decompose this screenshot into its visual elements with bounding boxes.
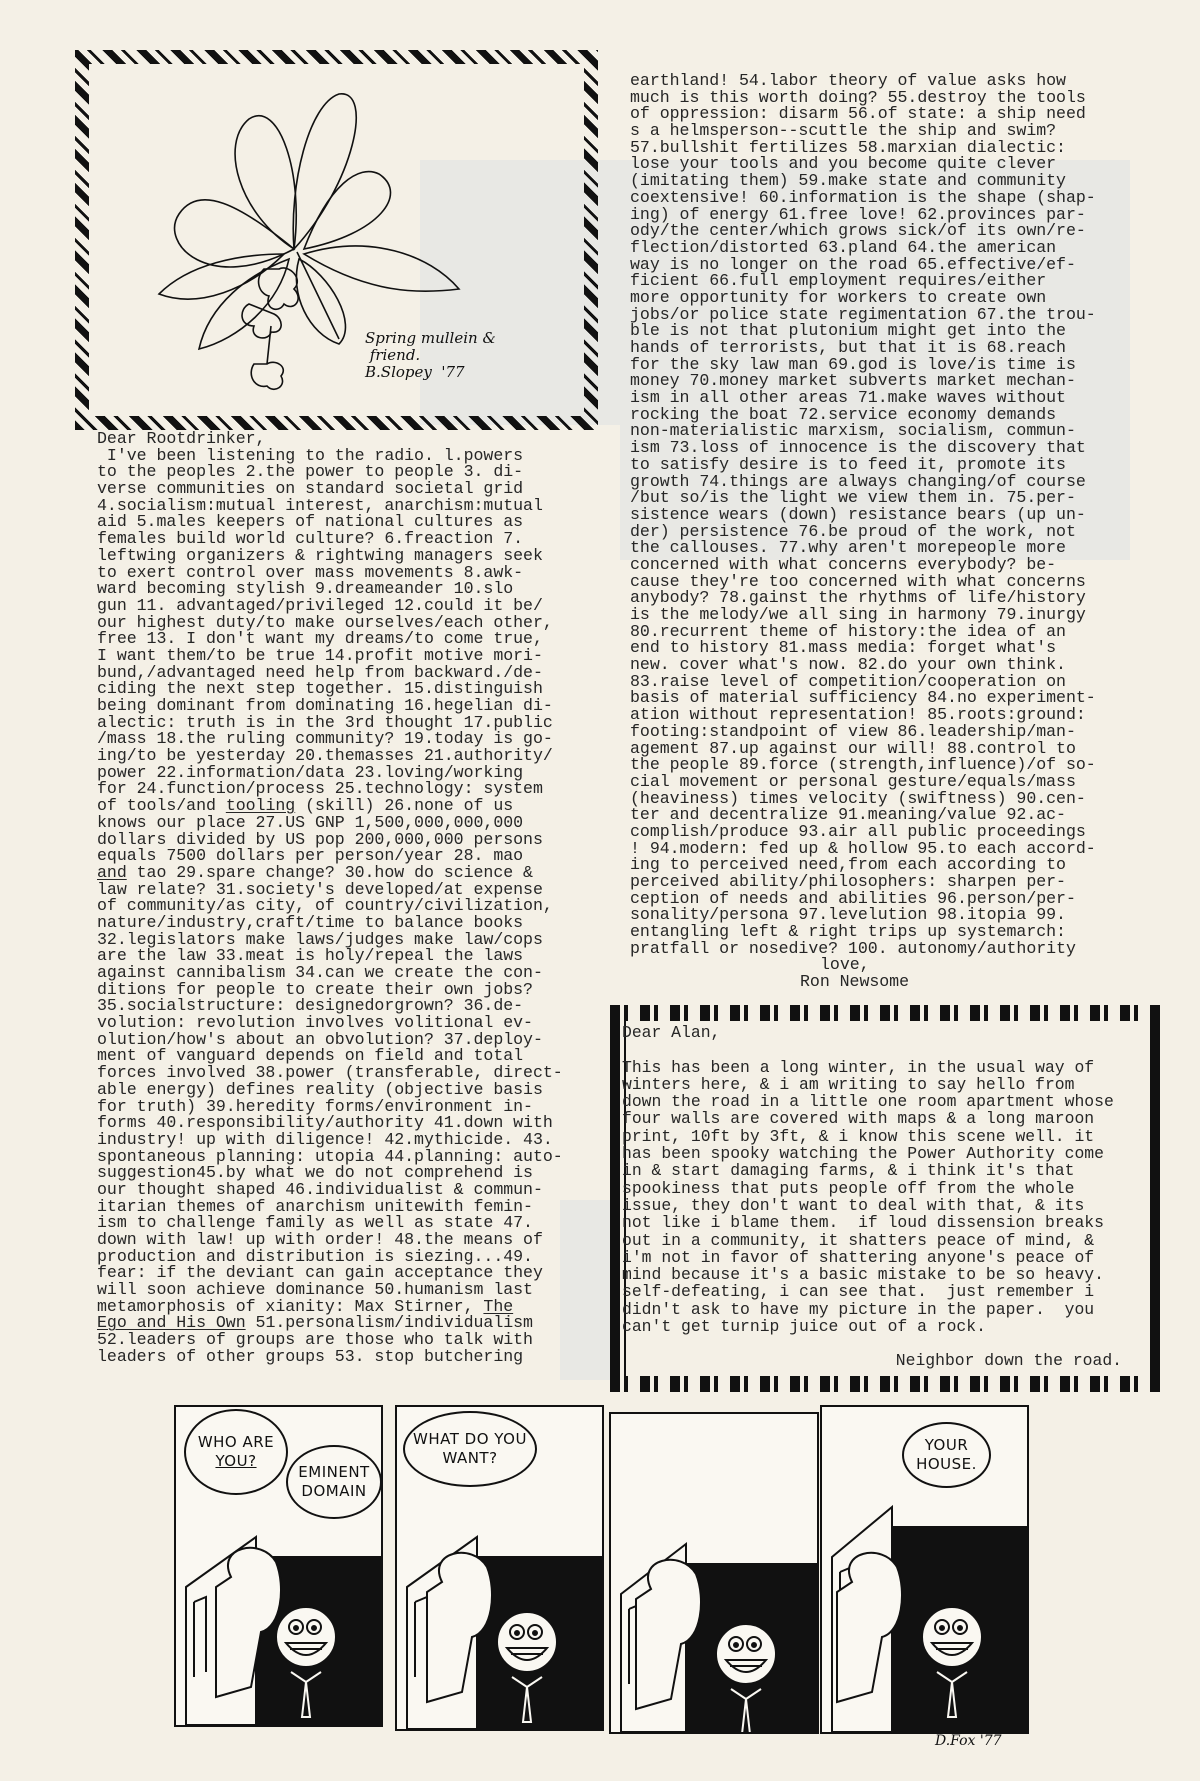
pupil — [752, 1643, 756, 1647]
text-line: ter and decentralize 91.meaning/value 92.ac- — [630, 805, 1066, 825]
text-line: didn't ask to have my picture in the paper. you — [622, 1299, 1095, 1319]
text-line: has been spooky watching the Power Authority come — [622, 1144, 1104, 1164]
speech-text: WHO ARE — [197, 1433, 275, 1451]
text-line: 32.legislators make laws/judges make law/cops — [97, 929, 543, 949]
text-line: spookiness that puts people off from the whole — [622, 1178, 1075, 1198]
text-line: gun 11. advantaged/privileged 12.could it be/ — [97, 595, 543, 615]
text-line: pratfall or nosedive? 100. autonomy/authority — [630, 938, 1076, 958]
text-line: free 13. I don't want my dreams/to come true, — [97, 629, 543, 649]
text-line: ing to perceived need,from each according to — [630, 855, 1066, 875]
text-line: verse communities on standard societal grid — [97, 479, 524, 499]
text-line: of tools/and tooling (skill) 26.none of us — [97, 796, 514, 816]
text-line: metamorphosis of xianity: Max Stirner, The — [97, 1296, 514, 1316]
text-line: ism in all other areas 71.make waves without — [630, 388, 1066, 408]
text-line: ! 94.modern: fed up & hollow 95.to each accord- — [630, 838, 1096, 858]
speech-text: HOUSE. — [916, 1455, 977, 1473]
salutation: Dear Alan, — [622, 1023, 721, 1042]
man-head — [716, 1624, 776, 1684]
speech-text: EMINENT — [298, 1463, 370, 1481]
text-line: leftwing organizers & rightwing managers seek — [97, 545, 543, 565]
text-line: agement 87.up against our will! 88.control to — [630, 738, 1076, 758]
text-line: of community/as city, of country/civilization, — [97, 896, 553, 916]
illustration-frame — [75, 50, 598, 430]
text-line: ing) of energy 61.free love! 62.provinces par- — [630, 204, 1086, 224]
text-line: can't get turnip juice out of a rock. — [622, 1317, 986, 1337]
text-line: ciding the next step together. 15.distinguish — [97, 679, 543, 699]
text-line: I want them/to be true 14.profit motive mori- — [97, 645, 543, 665]
text-line: end to history 81.mass media: forget what's — [630, 638, 1057, 658]
comic-signature: D.Fox '77 — [935, 1733, 1002, 1749]
text-line: ing/to be yesterday 20.themasses 21.authority/ — [97, 746, 553, 766]
man-head — [497, 1612, 557, 1672]
text-line: new. cover what's now. 82.do your own think. — [630, 655, 1066, 675]
text-line: ody/the center/which grows sick/of its own/re- — [630, 221, 1086, 241]
text-line: perceived ability/philosophers: sharpen per- — [630, 872, 1066, 891]
comic-art — [611, 1414, 817, 1732]
comic-panel — [609, 1412, 819, 1734]
speech-text: WANT? — [442, 1449, 498, 1467]
text-line: of oppression: disarm 56.of state: a ship need — [630, 104, 1086, 124]
text-line: coextensive! 60.information is the shape (shap- — [630, 187, 1096, 207]
text-line: to the peoples 2.the power to people 3. di- — [97, 462, 524, 482]
text-line: money 70.money market subverts market mechan- — [630, 371, 1076, 391]
text-line: the callouses. 77.why aren't morepeople more — [630, 538, 1066, 558]
text-line: rocking the boat 72.service economy demands — [630, 404, 1057, 424]
pupil — [533, 1631, 537, 1635]
letter-signature: Ron Newsome — [800, 972, 909, 992]
text-line: self-defeating, i can see that. just remember i — [622, 1282, 1095, 1302]
underlined-text: and — [97, 862, 127, 882]
text-line: to exert control over mass movements 8.awk- — [97, 562, 524, 582]
text-line: down with law! up with order! 48.the means of — [97, 1230, 543, 1249]
speech-bubble — [184, 1409, 288, 1495]
text-line: /mass 18.the ruling community? 19.today is go- — [97, 729, 553, 749]
comic-panel — [395, 1405, 604, 1731]
underlined-text: The — [483, 1296, 514, 1316]
text-line: i'm not in favor of shattering anyone's peace of — [622, 1247, 1095, 1267]
pupil — [294, 1626, 298, 1630]
text-line: itarian themes of anarchism unitewith femin- — [97, 1196, 533, 1216]
bleed-through-block — [560, 1200, 610, 1380]
letter-rootdrinker-column-1 — [97, 431, 563, 1366]
text-line: aid 5.males keepers of national cultures as — [97, 512, 524, 532]
text-line: ficient 66.full employment requires/either — [630, 271, 1047, 291]
text-line: more opportunity for workers to create own — [630, 287, 1047, 307]
text-line: (heaviness) times velocity (swiftness) 90.cen- — [630, 788, 1086, 808]
text-line: ception of needs and abilities 96.person/per- — [630, 888, 1076, 908]
letter-alan — [622, 1024, 1122, 1370]
text-line: footing:standpoint of view 86.leadership/man- — [630, 721, 1076, 741]
text-line: sonality/persona 97.levelution 98.itopia 99. — [630, 905, 1066, 925]
text-line: ism to challenge family as well as state 47. — [97, 1213, 533, 1233]
speech-text: WHAT DO YOU — [413, 1430, 527, 1448]
text-line: olution/how's about an obvolution? 37.deploy- — [97, 1029, 543, 1049]
text-line: not like i blame them. if loud dissension breaks — [622, 1213, 1104, 1233]
underlined-text: Ego and His Own — [97, 1313, 246, 1333]
text-line: 4.socialism:mutual interest, anarchism:mutual — [97, 495, 543, 515]
caption-line: B.Slopey '77 — [365, 363, 465, 381]
text-line: being dominant from dominating 16.hegelian di- — [97, 696, 553, 715]
text-line: dollars divided by US pop 200,000,000 persons — [97, 829, 543, 849]
text-line: print, 10ft by 3ft, & i know this scene well. it — [622, 1126, 1095, 1146]
man-head — [276, 1607, 336, 1667]
mullein-flower-drawing — [89, 64, 584, 416]
text-line: /but so/is the light we view them in. 75.per- — [630, 488, 1076, 508]
text-line: flection/distorted 63.pland 64.the american — [630, 237, 1057, 257]
text-line: and tao 29.spare change? 30.how do science & — [97, 862, 533, 882]
text-line: I've been listening to the radio. l.powers — [97, 445, 524, 465]
text-line: cial movement or personal gesture/equals/mass — [630, 771, 1076, 791]
text-line: fear: if the deviant can gain acceptance they — [97, 1263, 543, 1283]
text-line: sistence wears (down) resistance bears (up un- — [630, 504, 1086, 524]
text-line: ment of vanguard depends on field and total — [97, 1046, 524, 1066]
text-line: This has been a long winter, in the usual way of — [622, 1057, 1095, 1077]
text-line: much is this worth doing? 55.destroy the tools — [630, 87, 1086, 107]
text-line: complish/produce 93.air all public proceedings — [630, 821, 1086, 841]
text-line: anybody? 78.gainst the rhythms of life/history — [630, 588, 1086, 608]
text-line: suggestion45.by what we do not comprehend is — [97, 1163, 533, 1183]
caption-line: Spring mullein & — [365, 329, 496, 347]
speech-text: YOUR — [924, 1436, 969, 1454]
text-line: jobs/or police state regimentation 67.the trou- — [630, 304, 1096, 324]
text-line: 80.recurrent theme of history:the idea of an — [630, 621, 1066, 641]
text-line: way is no longer on the road 65.effective/ef- — [630, 254, 1076, 274]
text-line: s a helmsperson--scuttle the ship and swim? — [630, 121, 1057, 141]
text-line: growth 74.things are always changing/of course — [630, 471, 1086, 491]
letter-rootdrinker-column-2 — [630, 73, 1096, 991]
text-line: alectic: truth is in the 3rd thought 17.public — [97, 712, 553, 732]
pupil — [958, 1626, 962, 1630]
text-line: lose your tools and you become quite clever — [630, 154, 1057, 174]
text-line: forms 40.responsibility/authority 41.down with — [97, 1113, 553, 1133]
comic-panel — [820, 1405, 1029, 1734]
text-line: Dear Rootdrinker, — [97, 429, 266, 448]
text-line: leaders of other groups 53. stop butchering — [97, 1346, 524, 1366]
comic-panel — [174, 1405, 383, 1727]
text-line: ble is not that plutonium might get into the — [630, 321, 1066, 341]
text-line: ism 73.loss of innocence is the discovery that — [630, 438, 1086, 458]
text-line: earthland! 54.labor theory of value asks how — [630, 71, 1066, 90]
text-line: bund,/advantaged need help from backward./de- — [97, 662, 543, 682]
text-line: for the sky law man 69.god is love/is time is — [630, 354, 1076, 374]
text-line: against cannibalism 34.can we create the con- — [97, 963, 543, 982]
speech-text: DOMAIN — [301, 1482, 367, 1500]
pupil — [515, 1631, 519, 1635]
text-line: power 22.information/data 23.loving/working — [97, 762, 524, 782]
pupil — [734, 1643, 738, 1647]
blank-line — [622, 1041, 1122, 1058]
speech-bubble — [403, 1411, 537, 1487]
pupil — [940, 1626, 944, 1630]
text-line: nature/industry,craft/time to balance books — [97, 912, 524, 932]
text-line: for 24.function/process 25.technology: system — [97, 779, 543, 799]
text-line: able energy) defines reality (objective basis — [97, 1079, 543, 1099]
text-line: will soon achieve dominance 50.humanism last — [97, 1280, 533, 1300]
text-line: law relate? 31.society's developed/at expense — [97, 879, 543, 899]
man-head — [922, 1607, 982, 1667]
text-line: hands of terrorists, but that it is 68.reach — [630, 338, 1066, 357]
illustration-caption — [365, 330, 496, 381]
text-line: four walls are covered with maps & a long maroon — [622, 1109, 1095, 1129]
text-line: are the law 33.meat is holy/repeal the laws — [97, 946, 524, 966]
text-line: knows our place 27.US GNP 1,500,000,000,000 — [97, 812, 524, 832]
text-line: ation without representation! 85.roots:ground: — [630, 705, 1086, 725]
text-line: ditions for people to create their own jobs? — [97, 979, 533, 999]
text-line: equals 7500 dollars per person/year 28. mao — [97, 846, 524, 866]
text-line: non-materialistic marxism, socialism, commun- — [630, 421, 1076, 441]
speech-bubble — [902, 1422, 991, 1488]
text-line: production and distribution is siezing...49. — [97, 1246, 533, 1266]
text-line: out in a community, it shatters peace of mind, & — [622, 1230, 1095, 1250]
text-line: to satisfy desire is to feed it, promote its — [630, 454, 1066, 474]
text-line: entangling left & right trips up systemarch: — [630, 922, 1066, 942]
text-line: volution: revolution involves volitional ev- — [97, 1013, 533, 1033]
text-line: 83.raise level of competition/cooperation on — [630, 671, 1066, 691]
text-line: issue, they don't want to deal with that, & its — [622, 1195, 1085, 1215]
text-line: 35.socialstructure: designedorgrown? 36.de- — [97, 996, 524, 1016]
text-line: females build world culture? 6.freaction 7. — [97, 529, 524, 549]
text-line: cause they're too concerned with what concerns — [630, 571, 1086, 591]
text-line: forces involved 38.power (transferable, direct- — [97, 1063, 563, 1083]
text-line: basis of material sufficiency 84.no experiment- — [630, 688, 1096, 708]
text-line: (imitating them) 59.make state and community — [630, 171, 1066, 191]
text-line: 52.leaders of groups are those who talk with — [97, 1330, 533, 1350]
pupil — [312, 1626, 316, 1630]
text-line: the people 89.force (strength,influence)/of so- — [630, 755, 1096, 775]
speech-text: YOU? — [215, 1452, 257, 1470]
text-line: our highest duty/to make ourselves/each other, — [97, 612, 553, 632]
text-line: 57.bullshit fertilizes 58.marxian dialectic: — [630, 137, 1066, 157]
text-line: der) persistence 76.be proud of the work, not — [630, 521, 1076, 541]
underlined-text: tooling — [225, 796, 296, 816]
text-line: Ego and His Own 51.personalism/individualism — [97, 1313, 533, 1333]
text-line: spontaneous planning: utopia 44.planning: auto- — [97, 1146, 563, 1166]
speech-bubble — [286, 1445, 382, 1519]
text-line: for truth) 39.heredity forms/environment in- — [97, 1096, 533, 1116]
text-line: ward becoming stylish 9.dreameander 10.slo — [97, 579, 514, 599]
text-line: our thought shaped 46.individualist & commun- — [97, 1179, 543, 1199]
letter-alan-body — [622, 1059, 1122, 1336]
text-line: winters here, & i am writing to say hello from — [622, 1074, 1075, 1094]
text-line: concerned with what concerns everybody? be- — [630, 554, 1057, 574]
letter-alan-signature: Neighbor down the road. — [895, 1351, 1122, 1371]
text-line: down the road in a little one room apartment whose — [622, 1092, 1114, 1112]
letter-closing: love, — [820, 955, 870, 975]
caption-line: friend. — [365, 346, 421, 364]
text-line: industry! up with diligence! 42.mythicide. 43. — [97, 1129, 553, 1149]
text-line: mind because it's a basic mistake to be so heavy. — [622, 1265, 1104, 1285]
text-line: in & start damaging farms, & i think it's that — [622, 1161, 1075, 1181]
text-line: is the melody/we all sing in harmony 79.inurgy — [630, 605, 1086, 624]
